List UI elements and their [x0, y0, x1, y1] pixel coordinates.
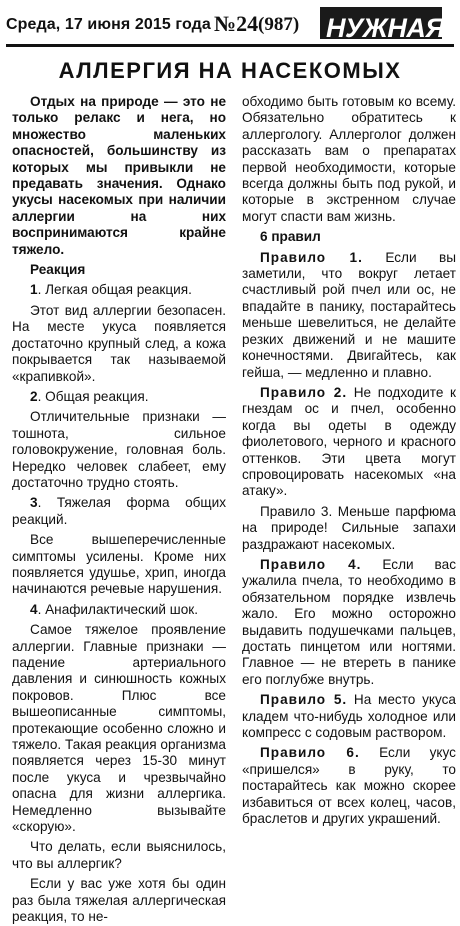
- logo-text: НУЖНАЯ: [326, 13, 445, 43]
- issue-number: №24: [214, 11, 259, 36]
- paragraph: Этот вид аллергии безопасен. На месте укуса появляется достаточно крупный след, а кожа покрывается так называемой «крапивкой».: [12, 302, 226, 384]
- paragraph: Если у вас уже хотя бы один раз была тяжелая аллергическая реакция, то не-: [12, 876, 226, 925]
- paragraph: обходимо быть готовым ко всему. Обязательно обратитесь к аллергологу. Аллерголог должен рассказать вам о препаратах первой необходимости, которые всегда должны быть под рукой, и которые в экстренном случае могут спасти вам жизнь.: [242, 94, 456, 224]
- rule-6-text: Если укус «пришелся» в руку, то постарайтесь как можно скорее избавиться от всех колец, часов, браслетов и других украшений.: [242, 745, 456, 827]
- reaction-3-number: 3: [30, 495, 38, 511]
- rule-5-text: На место укуса кладем что-нибудь холодное или компресс с содовым раствором.: [242, 692, 456, 741]
- paragraph: Самое тяжелое проявление аллергии. Главные признаки — падение артериального давления и синюшность кожных покровов. Плюс все вышеописанные симптомы, протекающие особенно сложно и тяжело. Такая реакция организма появляется через 15-30 минут после укуса и чрезвычайно опасна для жизни аллергика. Немедленно вызывайте «скорую».: [12, 622, 226, 835]
- reaction-4-heading: [12, 602, 226, 618]
- issue-date: Среда, 17 июня 2015 года: [6, 16, 211, 33]
- section-heading-rules: 6 правил: [260, 229, 321, 245]
- article-column-right: [242, 94, 456, 864]
- reaction-1-heading: [12, 282, 226, 298]
- question-paragraph: Что делать, если выяснилось, что вы аллергик?: [12, 839, 226, 871]
- rule-4-label: Правило 4.: [260, 556, 362, 572]
- rule-2-text: Не подходите к гнездам ос и пчел, особенно когда вы одеты в одежду фиолетового, черного и красного оттенков. Эти цвета могут спровоцировать насекомых «на атаку».: [242, 384, 456, 499]
- reaction-3-heading: [12, 495, 226, 528]
- section-heading-reaction: Реакция: [30, 262, 86, 278]
- rule-2: [242, 385, 456, 500]
- newspaper-header: [0, 0, 460, 46]
- rule-6-label: Правило 6.: [260, 745, 360, 761]
- article-title: АЛЛЕРГИЯ НА НАСЕКОМЫХ: [58, 58, 402, 83]
- newspaper-logo: [320, 1, 454, 43]
- article-lead: Отдых на природе — это не только релакс и нега, но множество маленьких опасностей, большинству из которых мы привыкли не предавать значения. Однако укусы насекомых при наличии аллергии на них воспринимаются крайне тяжело.: [12, 94, 226, 257]
- paragraph: Все вышеперечисленные симптомы усилены. Кроме них появляется удушье, хрип, иногда начинаются речевые нарушения.: [12, 532, 226, 597]
- reaction-1-title: . Легкая общая реакция.: [37, 282, 192, 298]
- reaction-4-title: . Анафилактический шок.: [37, 601, 198, 617]
- logo-background: [320, 7, 445, 43]
- rule-2-label: Правило 2.: [260, 384, 348, 400]
- rule-4: [242, 557, 456, 688]
- paragraph: Отличительные признаки — тошнота, сильное головокружение, головная боль. Нередко человек слабеет, ему достаточно трудно стоять.: [12, 409, 226, 490]
- header-divider: [6, 44, 454, 47]
- rule-1-text: Если вы заметили, что вокруг летает счастливый рой пчел или ос, не впадайте в панику, постарайтесь меньше шевелиться, не делайте резких движений и не машите конечностями. Двигайтесь, как гейша, — медленно и плавно.: [242, 249, 456, 380]
- rule-5: [242, 692, 456, 741]
- rule-3: Правило 3. Меньше парфюма на природе! Сильные запахи раздражают насекомых.: [242, 503, 456, 552]
- rule-6: [242, 745, 456, 827]
- reaction-3-title: . Тяжелая форма общих реакций.: [12, 495, 226, 527]
- rule-4-text: Если вас ужалила пчела, то необходимо в обязательном порядке извлечь жало. Его можно осторожно выдавить подушечками пальцев, достать пинцетом или ногтями. Главное — не втереть в панике его поглубже внутрь.: [242, 556, 456, 687]
- article-column-left: [12, 94, 226, 925]
- rule-1-label: Правило 1.: [260, 249, 363, 265]
- issue-total: (987): [258, 14, 300, 35]
- reaction-1-number: 1: [30, 282, 38, 298]
- reaction-2-number: 2: [30, 388, 38, 404]
- rule-5-label: Правило 5.: [260, 692, 348, 708]
- reaction-4-number: 4: [30, 601, 38, 617]
- reaction-2-heading: [12, 389, 226, 405]
- reaction-2-title: . Общая реакция.: [37, 388, 149, 404]
- rule-1: [242, 250, 456, 381]
